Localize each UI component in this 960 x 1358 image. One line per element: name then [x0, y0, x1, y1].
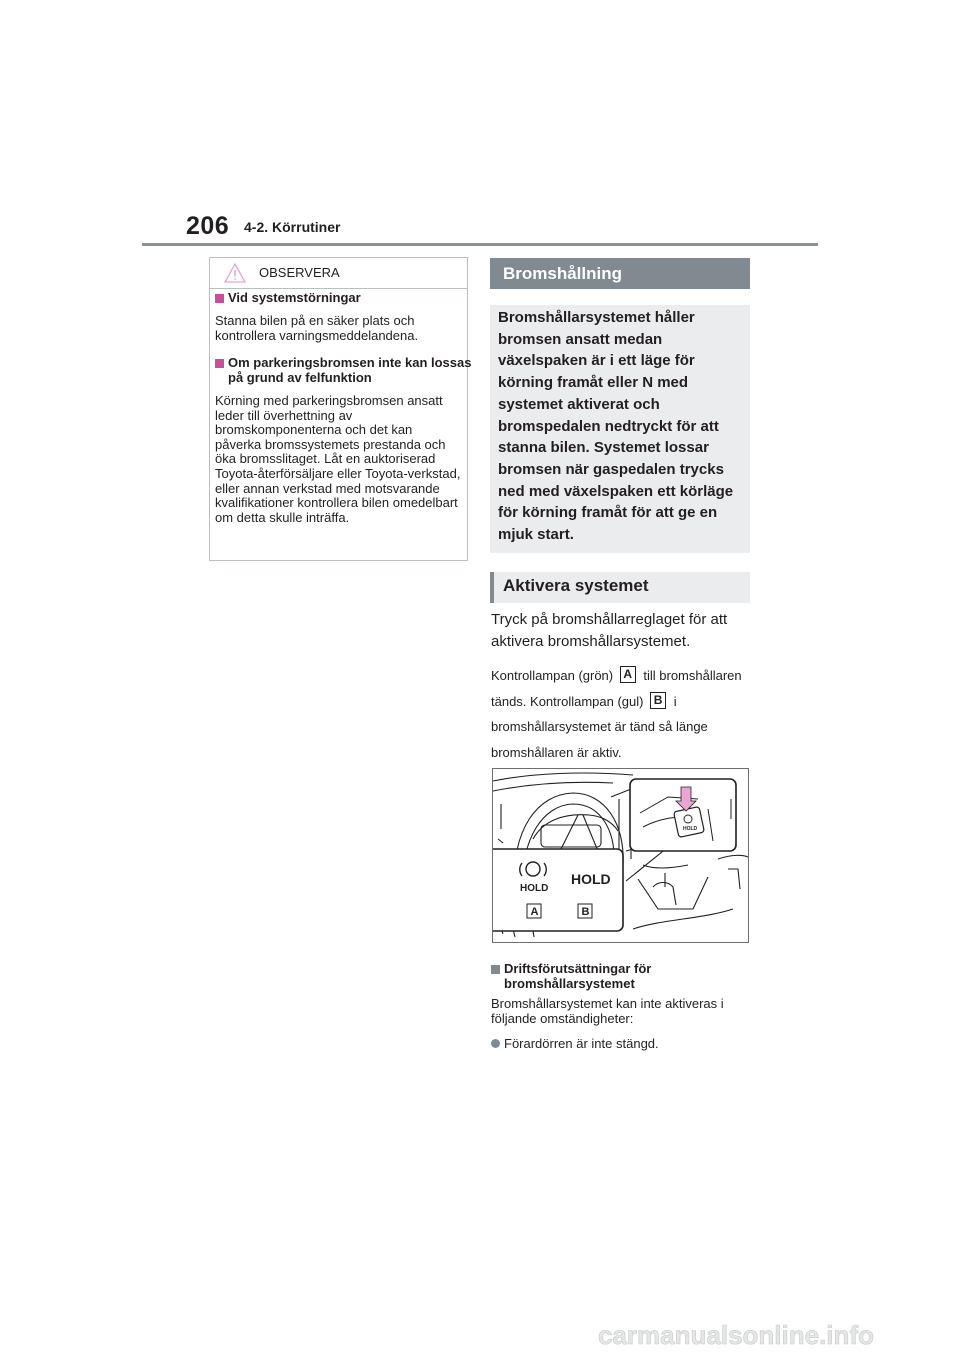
square-bullet-icon: [215, 294, 224, 303]
page-number: 206: [186, 212, 230, 240]
dashboard-illustration: [492, 768, 749, 943]
watermark-text: carmanualsonline.info: [598, 1320, 874, 1350]
lead-panel: Bromshållarsystemet håller bromsen ansatt medan växelspaken är i ett läge för körning framåt eller N med systemet aktiverat och bromspedalen nedtryckt för att stanna bilen. Systemet lossar bromsen när gaspedalen trycks ned med växelspaken ett körläge för körning framåt för att ge en mjuk start.: [490, 305, 750, 553]
list-item: [491, 1036, 753, 1051]
conditions-text: Bromshållarsystemet kan inte aktiveras i följande omständigheter:: [491, 996, 724, 1026]
note-text: till bromshållaren tänds. Kontrollampan (gul): [491, 668, 742, 709]
instruction-text: Tryck på bromshållarreglaget för att aktivera bromshållarsystemet.: [491, 611, 728, 650]
conditions-heading: [491, 962, 753, 991]
label-b-marker: B: [650, 692, 666, 709]
square-bullet-icon: [491, 965, 500, 974]
hold-switch: [674, 807, 705, 838]
notice-item-heading-text: Om parkeringsbromsen inte kan lossas på grund av felfunktion: [228, 355, 472, 385]
dashboard-drawing: [493, 769, 748, 942]
subsection-heading-activate: Aktivera systemet: [490, 572, 750, 603]
notice-box: [209, 257, 472, 561]
hold-indicator-caption: HOLD: [520, 883, 549, 894]
conditions-heading-text: Driftsförutsättningar för bromshållarsystemet: [504, 961, 652, 991]
indicator-inset: [493, 849, 623, 931]
notice-title: OBSERVERA: [259, 265, 340, 280]
figure-label-a: A: [530, 906, 539, 918]
square-bullet-icon: [215, 359, 224, 368]
notice-item-text: Körning med parkeringsbromsen ansatt leder till överhettning av bromskomponenterna och det kan påverka bromssystemets prestanda och öka bromsslitaget. Låt en auktoriserad Toyota-återförsäljare eller Toyota-verkstad, eller annan verkstad med motsvarande kvalifikationer kontrollera bilen omedelbart om detta skulle inträffa.: [215, 393, 461, 525]
note-text: Kontrollampan (grön): [491, 668, 614, 683]
notice-item-heading-text: Vid systemstörningar: [228, 290, 361, 305]
circle-bullet-icon: [491, 1039, 500, 1048]
notice-header: [210, 258, 467, 289]
section-header: 4-2. Körrutiner: [244, 219, 341, 235]
figure-label-b: B: [581, 906, 590, 918]
hold-indicator-text: HOLD: [571, 871, 611, 887]
label-a-marker: A: [620, 666, 636, 683]
watermark: [598, 1318, 928, 1352]
list-item-text: Förardörren är inte stängd.: [504, 1036, 659, 1051]
notice-item-text: Stanna bilen på en säker plats och kontrollera varningsmeddelandena.: [215, 313, 419, 343]
notice-item-heading: [215, 291, 474, 306]
switch-label: HOLD: [683, 826, 698, 832]
section-heading-brake-hold: Bromshållning: [490, 258, 750, 289]
header-rule: [142, 243, 818, 246]
warning-triangle-icon: [224, 263, 246, 283]
notice-item-heading: [215, 356, 474, 385]
note-text: i bromshållarsystemet är tänd så länge bromshållaren är aktiv.: [491, 693, 708, 760]
indicator-note: [491, 663, 753, 765]
